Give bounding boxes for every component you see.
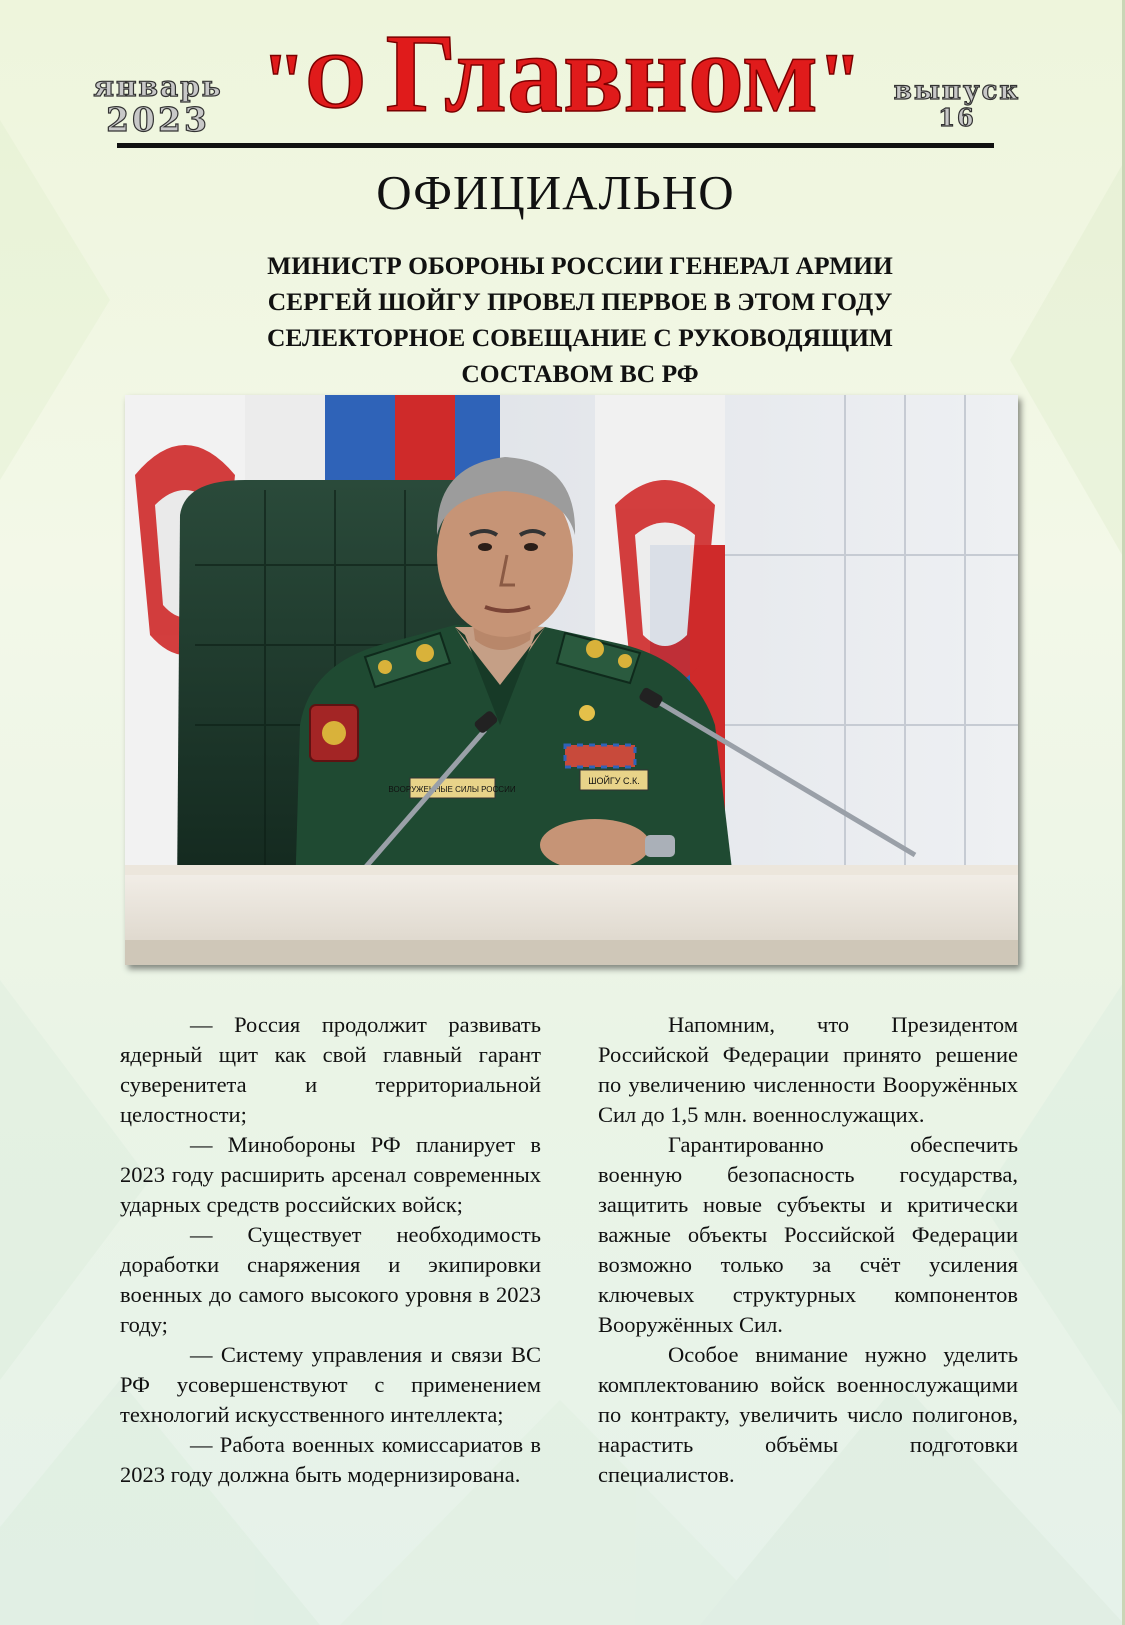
- article-left-column: [120, 1010, 541, 1490]
- title-quote-open: "О: [262, 37, 386, 124]
- article-paragraph: — Работа военных комиссариатов в 2023 году должна быть модернизирована.: [120, 1432, 541, 1487]
- headline-line: СЕРГЕЙ ШОЙГУ ПРОВЕЛ ПЕРВОЕ В ЭТОМ ГОДУ: [267, 287, 893, 316]
- headline-line: СЕЛЕКТОРНОЕ СОВЕЩАНИЕ С РУКОВОДЯЩИМ: [266, 323, 894, 352]
- headline-line: МИНИСТР ОБОРОНЫ РОССИИ ГЕНЕРАЛ АРМИИ: [267, 251, 893, 280]
- article-paragraph: Гарантированно обеспечить военную безопасность государства, защитить новые субъекты и критически важные объекты Российской Федерации возможно только за счёт усиления ключевых структурных компонентов Вооружённых Сил.: [598, 1132, 1018, 1337]
- headline-line: СОСТАВОМ ВС РФ: [461, 359, 699, 388]
- issue-month: январь: [93, 70, 223, 103]
- section-title: ОФИЦИАЛЬНО: [376, 165, 735, 220]
- issue-info: [877, 78, 1037, 130]
- article-paragraph: Напомним, что Президентом Российской Федерации принято решение по увеличению численности Вооружённых Сил до 1,5 млн. военнослужащих.: [598, 1012, 1018, 1127]
- title-main-word: Главном: [385, 12, 819, 136]
- title-quote-close: ": [818, 37, 862, 124]
- article-paragraph: Особое внимание нужно уделить комплектованию войск военнослужащими по контракту, увеличить число полигонов, нарастить объёмы подготовки специалистов.: [598, 1342, 1018, 1487]
- issue-date: [78, 70, 238, 139]
- photo-badge-left: ВООРУЖЕННЫЕ СИЛЫ РОССИИ: [388, 785, 516, 794]
- photo-name-tag: ШОЙГУ С.К.: [588, 776, 640, 786]
- article-paragraph: — Минобороны РФ планирует в 2023 году расширить арсенал современных ударных средств российских войск;: [120, 1132, 541, 1217]
- masthead-rule: [117, 143, 994, 148]
- newsletter-title: [262, 12, 862, 136]
- photo-minister: [125, 395, 1018, 965]
- issue-label: выпуск: [893, 76, 1021, 106]
- issue-number: 16: [938, 103, 976, 132]
- headline: [150, 248, 1010, 392]
- article-paragraph: — Россия продолжит развивать ядерный щит как свой главный гарант суверенитета и территориальной целостности;: [120, 1012, 541, 1127]
- article-right-column: [598, 1010, 1018, 1490]
- article-paragraph: — Существует необходимость доработки снаряжения и экипировки военных до самого высокого уровня в 2023 году;: [120, 1222, 541, 1337]
- issue-year: 2023: [106, 100, 210, 139]
- article-paragraph: — Систему управления и связи ВС РФ усовершенствуют с применением технологий искусственного интеллекта;: [120, 1342, 541, 1427]
